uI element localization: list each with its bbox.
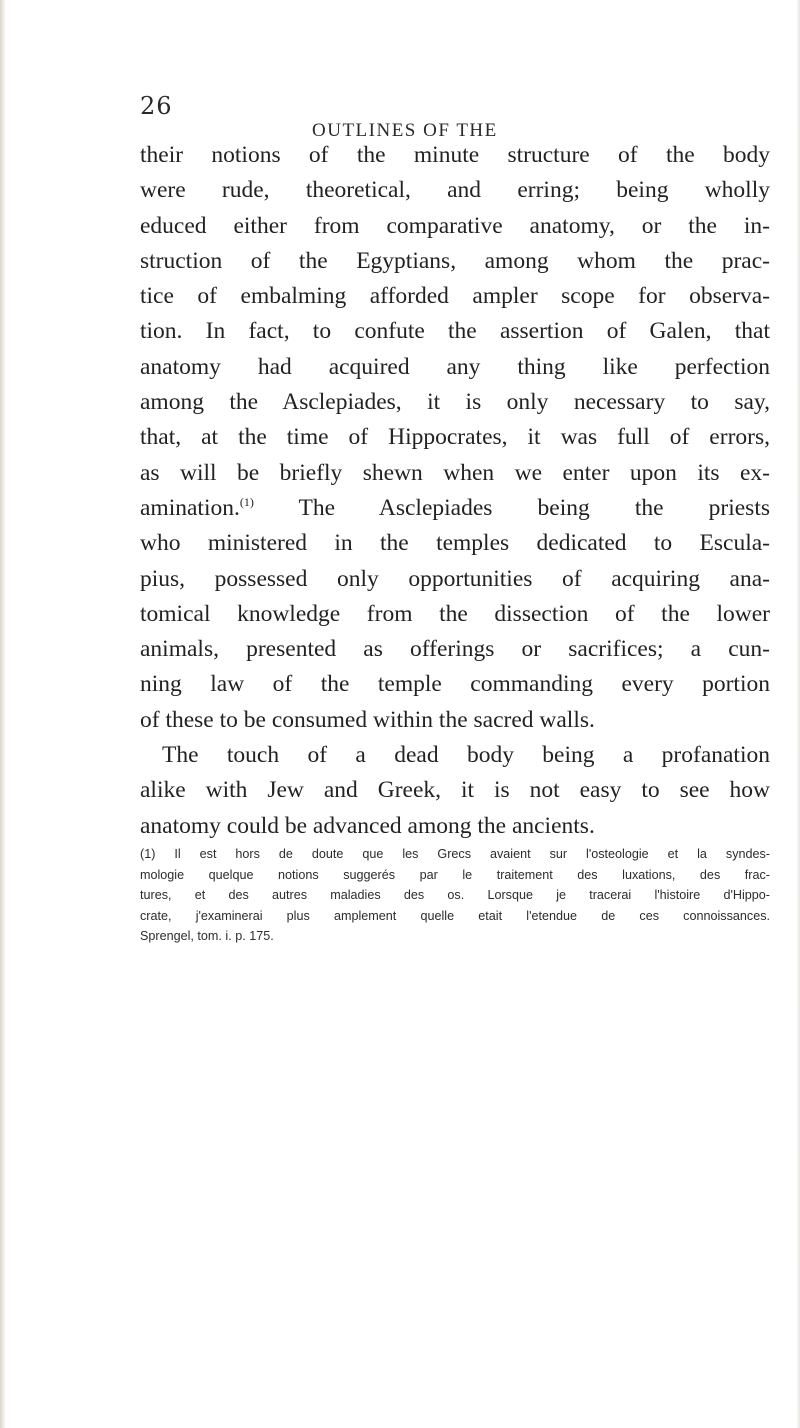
footnote-line: Sprengel, tom. i. p. 175. <box>140 929 274 943</box>
footnote-reference: (1) <box>239 495 254 510</box>
page-number: 26 <box>140 92 173 120</box>
footnotes <box>140 844 770 947</box>
text-line: who ministered in the temples dedicated to Escula- <box>140 530 770 557</box>
text-line: struction of the Egyptians, among whom the prac- <box>140 247 770 274</box>
text-line: that, at the time of Hippocrates, it was full of errors, <box>140 424 770 451</box>
body-text <box>140 138 770 844</box>
footnote-line: mologie quelque notions suggerés par le traitement des luxations, des frac- <box>140 867 770 882</box>
text-line: educed either from comparative anatomy, or the in- <box>140 212 770 239</box>
text-line: The touch of a dead body being a profanation <box>162 742 770 769</box>
footnote-line: crate, j'examinerai plus amplement quelle etait l'etendue de ces connoissances. <box>140 908 770 923</box>
text-line: tice of embalming afforded ampler scope for observa- <box>140 283 770 310</box>
footnote-line: tures, et des autres maladies des os. Lorsque je tracerai l'histoire d'Hippo- <box>140 888 770 902</box>
text-line: animals, presented as offerings or sacrifices; a cun- <box>140 636 770 663</box>
text-line: among the Asclepiades, it is only necessary to say, <box>140 389 770 416</box>
text-line: their notions of the minute structure of the body <box>140 142 770 168</box>
text-line: tion. In fact, to confute the assertion of Galen, that <box>140 318 770 345</box>
text-line-with-footnote <box>140 491 770 526</box>
text-line: alike with Jew and Greek, it is not easy to see how <box>140 777 770 804</box>
text-line: tomical knowledge from the dissection of the lower <box>140 600 770 627</box>
text-fragment: amination. <box>140 494 240 521</box>
binding-shadow <box>0 0 6 1428</box>
page-edge <box>796 0 800 1428</box>
running-head: OUTLINES OF THE <box>312 120 498 141</box>
text-fragment: The Asclepiades being the priests <box>298 494 771 521</box>
text-line: of these to be consumed within the sacred walls. <box>140 706 595 733</box>
text-line: pius, possessed only opportunities of acquiring ana- <box>140 565 770 592</box>
text-line: anatomy had acquired any thing like perfection <box>140 353 770 380</box>
text-line: as will be briefly shewn when we enter upon its ex- <box>140 459 770 486</box>
text-line: were rude, theoretical, and erring; being wholly <box>140 177 770 204</box>
text-line: anatomy could be advanced among the ancients. <box>140 812 595 839</box>
text-line: ning law of the temple commanding every portion <box>140 671 770 698</box>
footnote-line: (1) Il est hors de doute que les Grecs avaient sur l'osteologie et la syndes- <box>140 847 770 861</box>
